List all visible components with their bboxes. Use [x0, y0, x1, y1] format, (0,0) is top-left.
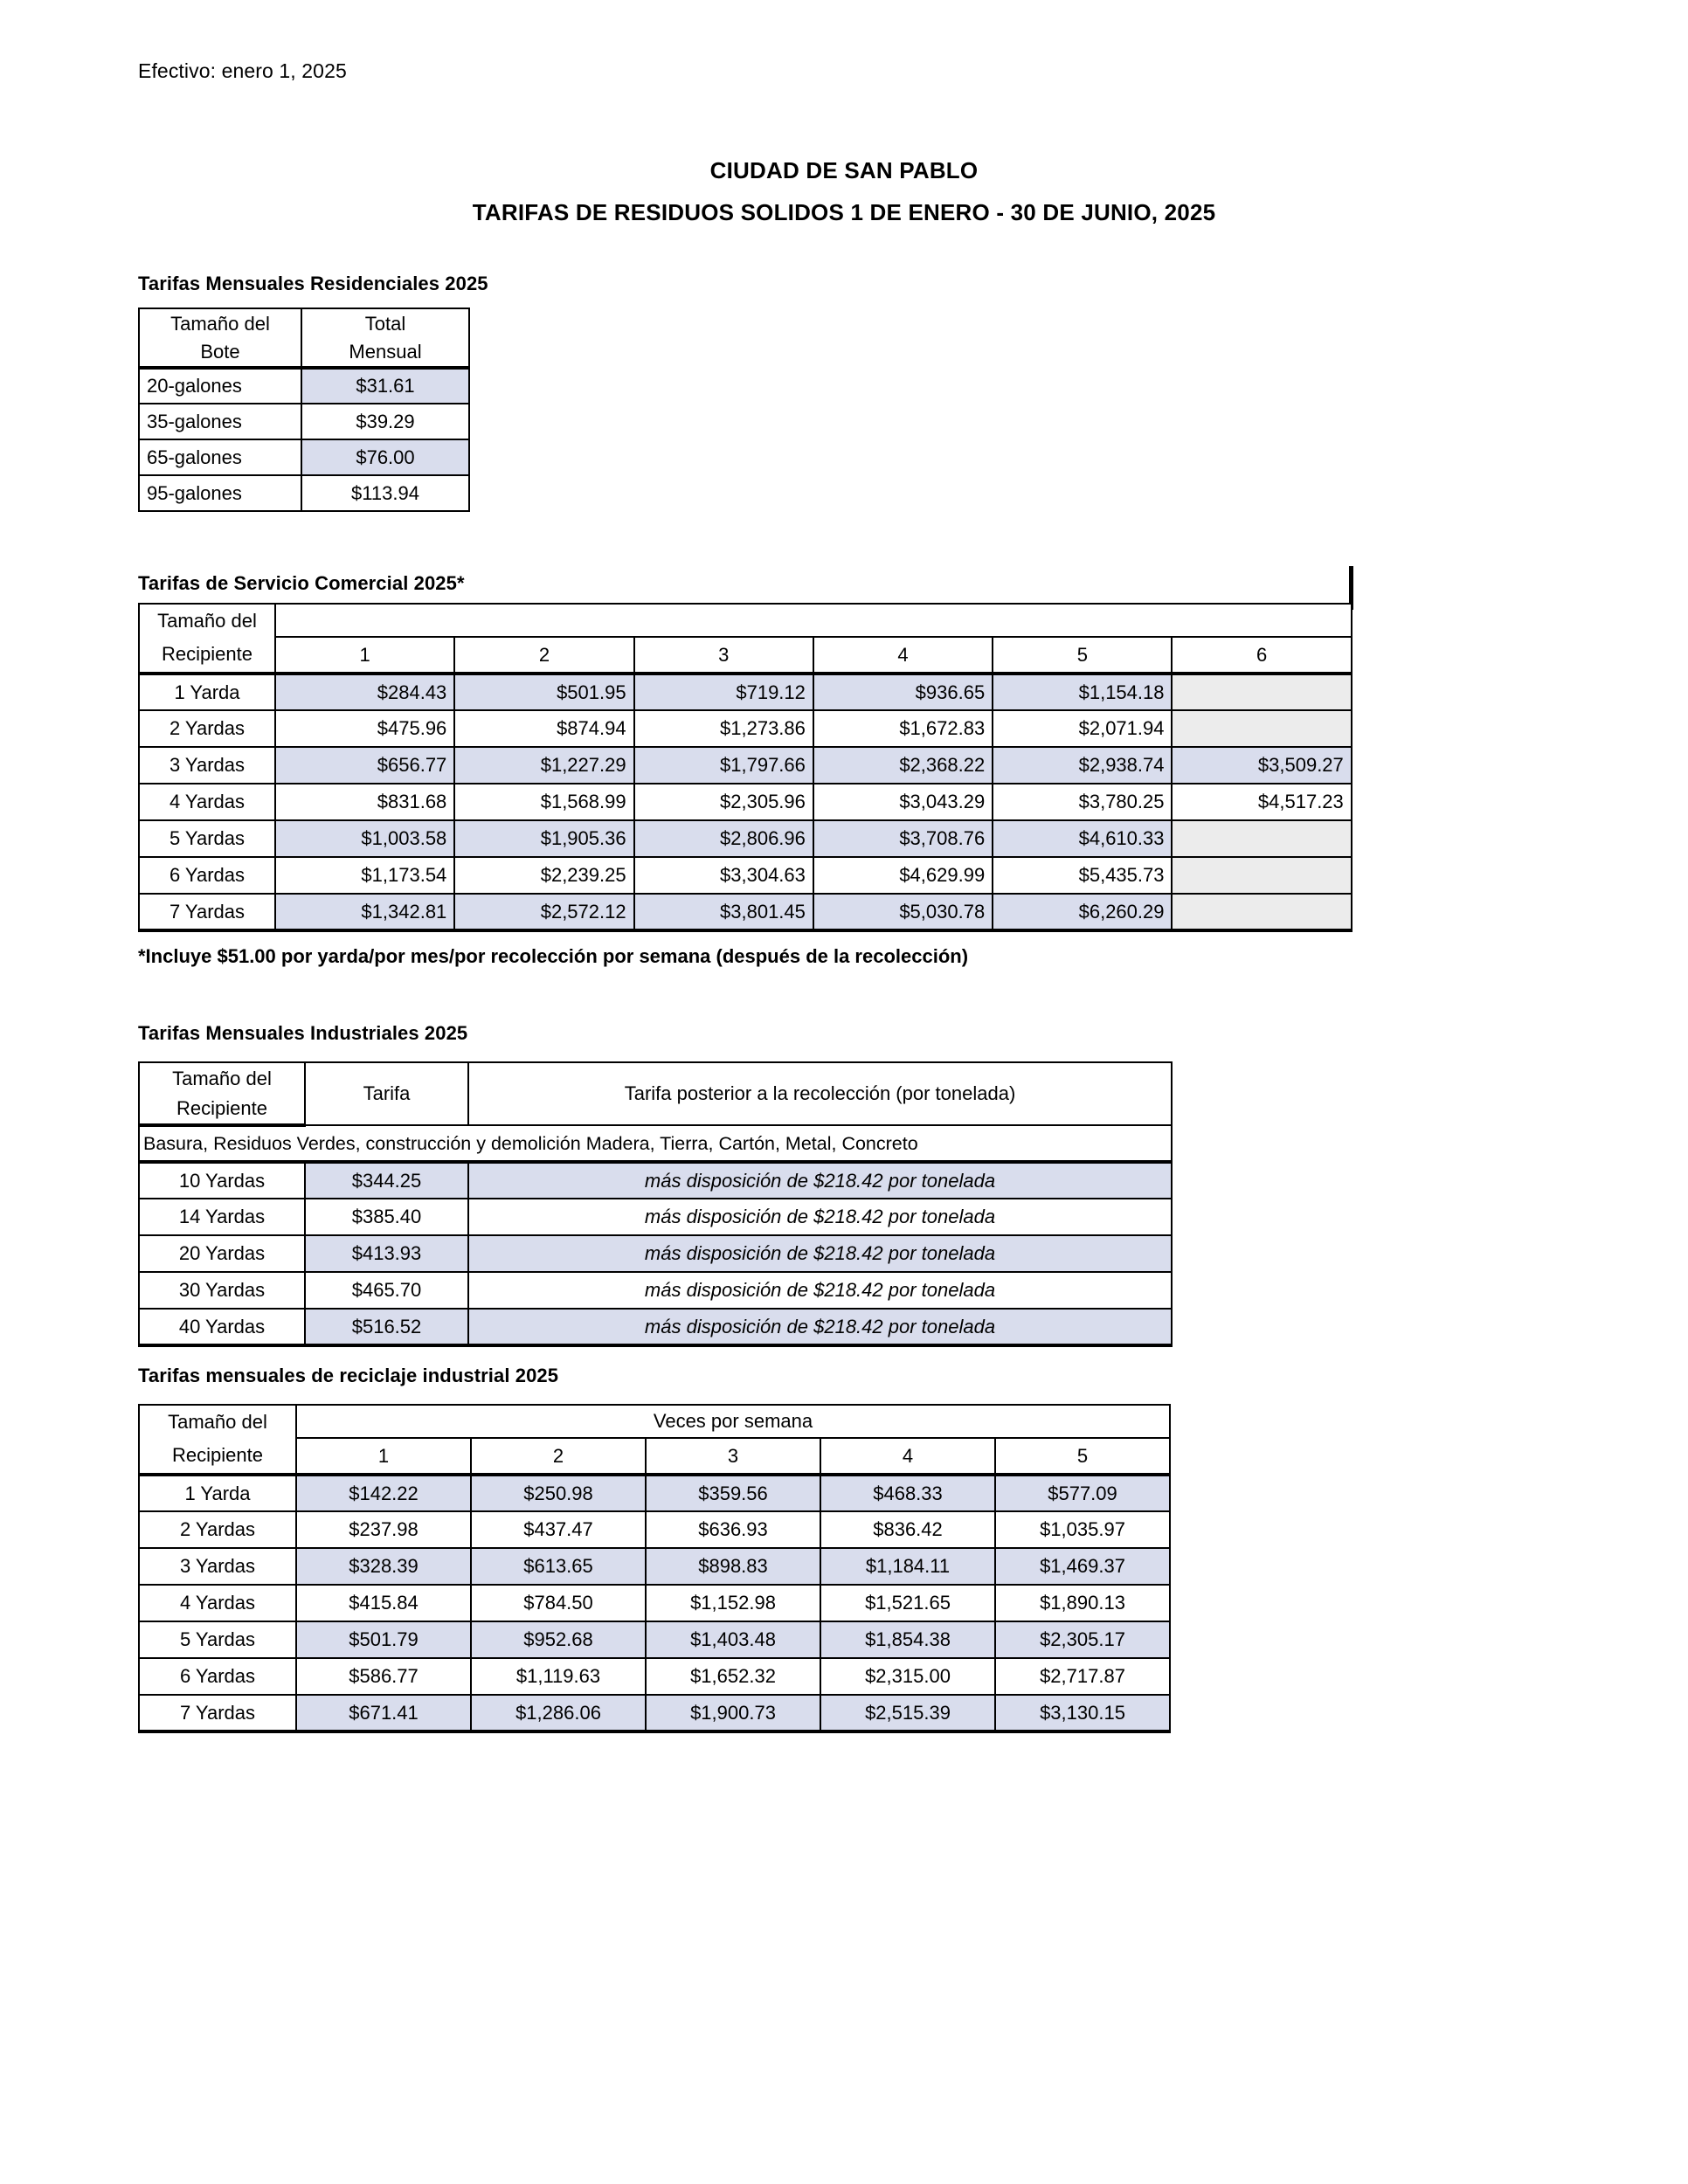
- cell-size: 95-galones: [139, 475, 301, 511]
- cell-rate-empty: [1172, 710, 1351, 747]
- cell-rate: $613.65: [471, 1548, 646, 1585]
- table-row: [139, 1309, 1172, 1345]
- header-cell-freq-5: 5: [995, 1438, 1170, 1475]
- header-cell-freq-4: 4: [820, 1438, 995, 1475]
- header-cell-total-line2: Mensual: [301, 338, 469, 368]
- table-row: [139, 1199, 1172, 1235]
- header-cell-total-line1: Total: [301, 308, 469, 338]
- cell-total: $31.61: [301, 368, 469, 404]
- cell-rate: $2,515.39: [820, 1695, 995, 1731]
- effective-date: Efectivo: enero 1, 2025: [138, 59, 347, 82]
- table-header-row: [139, 1405, 1170, 1438]
- header-cell-size-line2: Bote: [139, 338, 301, 368]
- header-cell-size-line1: Tamaño del: [139, 1062, 305, 1094]
- cell-rate: $1,905.36: [454, 820, 633, 857]
- header-cell-size-line2: Recipiente: [139, 1438, 296, 1475]
- table-row: [139, 1511, 1170, 1548]
- header-cell-spanner: Veces por semana: [296, 1405, 1170, 1438]
- cell-size: 5 Yardas: [139, 1621, 296, 1658]
- cell-size: 20 Yardas: [139, 1235, 305, 1272]
- cell-rate: $468.33: [820, 1475, 995, 1511]
- table-row: [139, 1235, 1172, 1272]
- cell-rate: $3,708.76: [813, 820, 993, 857]
- cell-rate: $2,806.96: [634, 820, 813, 857]
- header-cell-size-line2: Recipiente: [139, 1094, 305, 1125]
- cell-rate: $3,801.45: [634, 894, 813, 930]
- cell-rate: $1,900.73: [646, 1695, 820, 1731]
- cell-rate: $2,071.94: [993, 710, 1172, 747]
- cell-disposal: más disposición de $218.42 por tonelada: [468, 1199, 1172, 1235]
- cell-size: 7 Yardas: [139, 894, 275, 930]
- recycling-rates-table: [138, 1404, 1171, 1733]
- table-header-row: [139, 1062, 1172, 1094]
- cell-rate-empty: [1172, 674, 1351, 710]
- cell-rate: $6,260.29: [993, 894, 1172, 930]
- header-cell-size-line1: Tamaño del: [139, 604, 275, 637]
- cell-rate: $3,043.29: [813, 784, 993, 820]
- cell-size: 3 Yardas: [139, 747, 275, 784]
- cell-rate: $5,435.73: [993, 857, 1172, 894]
- header-cell-freq-1: 1: [296, 1438, 471, 1475]
- cell-rate: $952.68: [471, 1621, 646, 1658]
- table-row: [139, 1272, 1172, 1309]
- cell-rate: $2,305.96: [634, 784, 813, 820]
- table-row: [139, 1475, 1170, 1511]
- cell-rate: $2,368.22: [813, 747, 993, 784]
- header-cell-freq-5: 5: [993, 637, 1172, 674]
- commercial-rates-table: [138, 603, 1352, 932]
- cell-rate: $2,717.87: [995, 1658, 1170, 1695]
- cell-rate: $1,342.81: [275, 894, 454, 930]
- cell-rate: $2,239.25: [454, 857, 633, 894]
- cell-rate: $2,572.12: [454, 894, 633, 930]
- cell-rate: $1,403.48: [646, 1621, 820, 1658]
- cell-size: 10 Yardas: [139, 1162, 305, 1199]
- cell-rate: $385.40: [305, 1199, 468, 1235]
- residential-rates-table: [138, 308, 470, 512]
- cell-rate: $577.09: [995, 1475, 1170, 1511]
- table-row: [139, 1658, 1170, 1695]
- cell-rate: $4,610.33: [993, 820, 1172, 857]
- cell-size: 14 Yardas: [139, 1199, 305, 1235]
- cell-size: 3 Yardas: [139, 1548, 296, 1585]
- header-cell-freq-1: 1: [275, 637, 454, 674]
- table-header-row: [139, 1438, 1170, 1475]
- cell-size: 1 Yarda: [139, 1475, 296, 1511]
- cell-disposal: más disposición de $218.42 por tonelada: [468, 1272, 1172, 1309]
- cell-rate: $1,672.83: [813, 710, 993, 747]
- cell-disposal: más disposición de $218.42 por tonelada: [468, 1309, 1172, 1345]
- table-row: [139, 857, 1352, 894]
- cell-rate: $344.25: [305, 1162, 468, 1199]
- table-header-row: [139, 308, 469, 338]
- cell-size: 7 Yardas: [139, 1695, 296, 1731]
- cell-total: $113.94: [301, 475, 469, 511]
- cell-rate: $1,184.11: [820, 1548, 995, 1585]
- cell-disposal: más disposición de $218.42 por tonelada: [468, 1235, 1172, 1272]
- header-cell-post-collection-rate: Tarifa posterior a la recolección (por tonelada): [468, 1062, 1172, 1125]
- cell-rate: $1,152.98: [646, 1585, 820, 1621]
- table-header-row: [139, 604, 1352, 637]
- cell-rate: $1,568.99: [454, 784, 633, 820]
- cell-size: 6 Yardas: [139, 1658, 296, 1695]
- cell-rate: $874.94: [454, 710, 633, 747]
- table-row: [139, 1621, 1170, 1658]
- cell-rate: $142.22: [296, 1475, 471, 1511]
- cell-rate: $3,509.27: [1172, 747, 1351, 784]
- cell-rate: $1,286.06: [471, 1695, 646, 1731]
- cell-rate: $1,797.66: [634, 747, 813, 784]
- cell-rate: $836.42: [820, 1511, 995, 1548]
- header-cell-rate: Tarifa: [305, 1062, 468, 1125]
- cell-rate: $936.65: [813, 674, 993, 710]
- page-title-line2: TARIFAS DE RESIDUOS SOLIDOS 1 DE ENERO - 30 DE JUNIO, 2025: [472, 199, 1216, 225]
- cell-rate: $465.70: [305, 1272, 468, 1309]
- table-header-row: [139, 338, 469, 368]
- cell-size: 20-galones: [139, 368, 301, 404]
- cell-rate: $671.41: [296, 1695, 471, 1731]
- section-label-commercial: Tarifas de Servicio Comercial 2025*: [138, 572, 465, 594]
- cell-rate: $250.98: [471, 1475, 646, 1511]
- cell-total: $39.29: [301, 404, 469, 439]
- table-row: [139, 674, 1352, 710]
- section-label-industrial: Tarifas Mensuales Industriales 2025: [138, 1022, 468, 1044]
- table-row: [139, 475, 469, 511]
- cell-rate: $284.43: [275, 674, 454, 710]
- cell-rate: $475.96: [275, 710, 454, 747]
- section-label-recycling: Tarifas mensuales de reciclaje industrial 2025: [138, 1365, 559, 1386]
- table-header-row: [139, 637, 1352, 674]
- cell-rate-empty: [1172, 820, 1351, 857]
- cell-rate: $1,521.65: [820, 1585, 995, 1621]
- cell-size: 5 Yardas: [139, 820, 275, 857]
- cell-rate: $898.83: [646, 1548, 820, 1585]
- table-row: [139, 784, 1352, 820]
- cell-rate: $1,652.32: [646, 1658, 820, 1695]
- cell-disposal: más disposición de $218.42 por tonelada: [468, 1162, 1172, 1199]
- commercial-footnote: *Incluye $51.00 por yarda/por mes/por recolección por semana (después de la recolección): [138, 945, 969, 967]
- header-cell-size-line1: Tamaño del: [139, 308, 301, 338]
- cell-rate: $2,938.74: [993, 747, 1172, 784]
- cell-size: 4 Yardas: [139, 1585, 296, 1621]
- cell-rate: $1,003.58: [275, 820, 454, 857]
- cell-rate: $1,035.97: [995, 1511, 1170, 1548]
- cell-rate: $831.68: [275, 784, 454, 820]
- cell-rate: $328.39: [296, 1548, 471, 1585]
- cell-rate: $3,130.15: [995, 1695, 1170, 1731]
- header-cell-freq-4: 4: [813, 637, 993, 674]
- cell-rate-empty: [1172, 857, 1351, 894]
- cell-size: 2 Yardas: [139, 1511, 296, 1548]
- table-row: [139, 439, 469, 475]
- table-row: [139, 894, 1352, 930]
- cell-size: 2 Yardas: [139, 710, 275, 747]
- category-banner: Basura, Residuos Verdes, construcción y demolición Madera, Tierra, Cartón, Metal, Concreto: [139, 1125, 1172, 1162]
- cell-size: 4 Yardas: [139, 784, 275, 820]
- cell-rate: $1,119.63: [471, 1658, 646, 1695]
- cell-rate: $586.77: [296, 1658, 471, 1695]
- cell-rate: $1,227.29: [454, 747, 633, 784]
- cell-rate: $3,780.25: [993, 784, 1172, 820]
- cell-rate: $415.84: [296, 1585, 471, 1621]
- cell-rate: $636.93: [646, 1511, 820, 1548]
- table-row: [139, 404, 469, 439]
- cell-rate: $501.79: [296, 1621, 471, 1658]
- header-cell-freq-3: 3: [646, 1438, 820, 1475]
- cell-size: 6 Yardas: [139, 857, 275, 894]
- header-cell-freq-2: 2: [454, 637, 633, 674]
- header-cell-freq-3: 3: [634, 637, 813, 674]
- cell-rate-empty: [1172, 894, 1351, 930]
- cell-rate: $413.93: [305, 1235, 468, 1272]
- cell-rate: $1,890.13: [995, 1585, 1170, 1621]
- table-row: [139, 1548, 1170, 1585]
- industrial-rates-table: [138, 1061, 1173, 1347]
- page-title-line1: CIUDAD DE SAN PABLO: [709, 157, 979, 183]
- cell-rate: $656.77: [275, 747, 454, 784]
- cell-size: 35-galones: [139, 404, 301, 439]
- header-cell-size-line2: Recipiente: [139, 637, 275, 674]
- cell-size: 30 Yardas: [139, 1272, 305, 1309]
- cell-size: 1 Yarda: [139, 674, 275, 710]
- table-row: [139, 1695, 1170, 1731]
- header-cell-size-line1: Tamaño del: [139, 1405, 296, 1438]
- cell-rate: $1,273.86: [634, 710, 813, 747]
- cell-rate: $516.52: [305, 1309, 468, 1345]
- table-row: [139, 820, 1352, 857]
- table-row: [139, 747, 1352, 784]
- cell-rate: $719.12: [634, 674, 813, 710]
- table-banner-row: [139, 1125, 1172, 1162]
- table-row: [139, 368, 469, 404]
- cell-rate: $501.95: [454, 674, 633, 710]
- table-row: [139, 710, 1352, 747]
- cell-rate: $1,154.18: [993, 674, 1172, 710]
- cell-rate: $1,854.38: [820, 1621, 995, 1658]
- cell-rate: $4,629.99: [813, 857, 993, 894]
- cell-rate: $437.47: [471, 1511, 646, 1548]
- cell-rate: $237.98: [296, 1511, 471, 1548]
- cell-rate: $1,173.54: [275, 857, 454, 894]
- section-label-residential: Tarifas Mensuales Residenciales 2025: [138, 273, 488, 294]
- cell-rate: $784.50: [471, 1585, 646, 1621]
- cell-rate: $359.56: [646, 1475, 820, 1511]
- cell-rate: $2,315.00: [820, 1658, 995, 1695]
- header-cell-freq-2: 2: [471, 1438, 646, 1475]
- header-cell-spanner: [275, 604, 1352, 637]
- cell-rate: $1,469.37: [995, 1548, 1170, 1585]
- table-row: [139, 1585, 1170, 1621]
- header-cell-freq-6: 6: [1172, 637, 1351, 674]
- table-row: [139, 1162, 1172, 1199]
- cell-size: 40 Yardas: [139, 1309, 305, 1345]
- cell-rate: $2,305.17: [995, 1621, 1170, 1658]
- cell-rate: $4,517.23: [1172, 784, 1351, 820]
- cell-rate: $3,304.63: [634, 857, 813, 894]
- cell-rate: $5,030.78: [813, 894, 993, 930]
- cell-total: $76.00: [301, 439, 469, 475]
- cell-size: 65-galones: [139, 439, 301, 475]
